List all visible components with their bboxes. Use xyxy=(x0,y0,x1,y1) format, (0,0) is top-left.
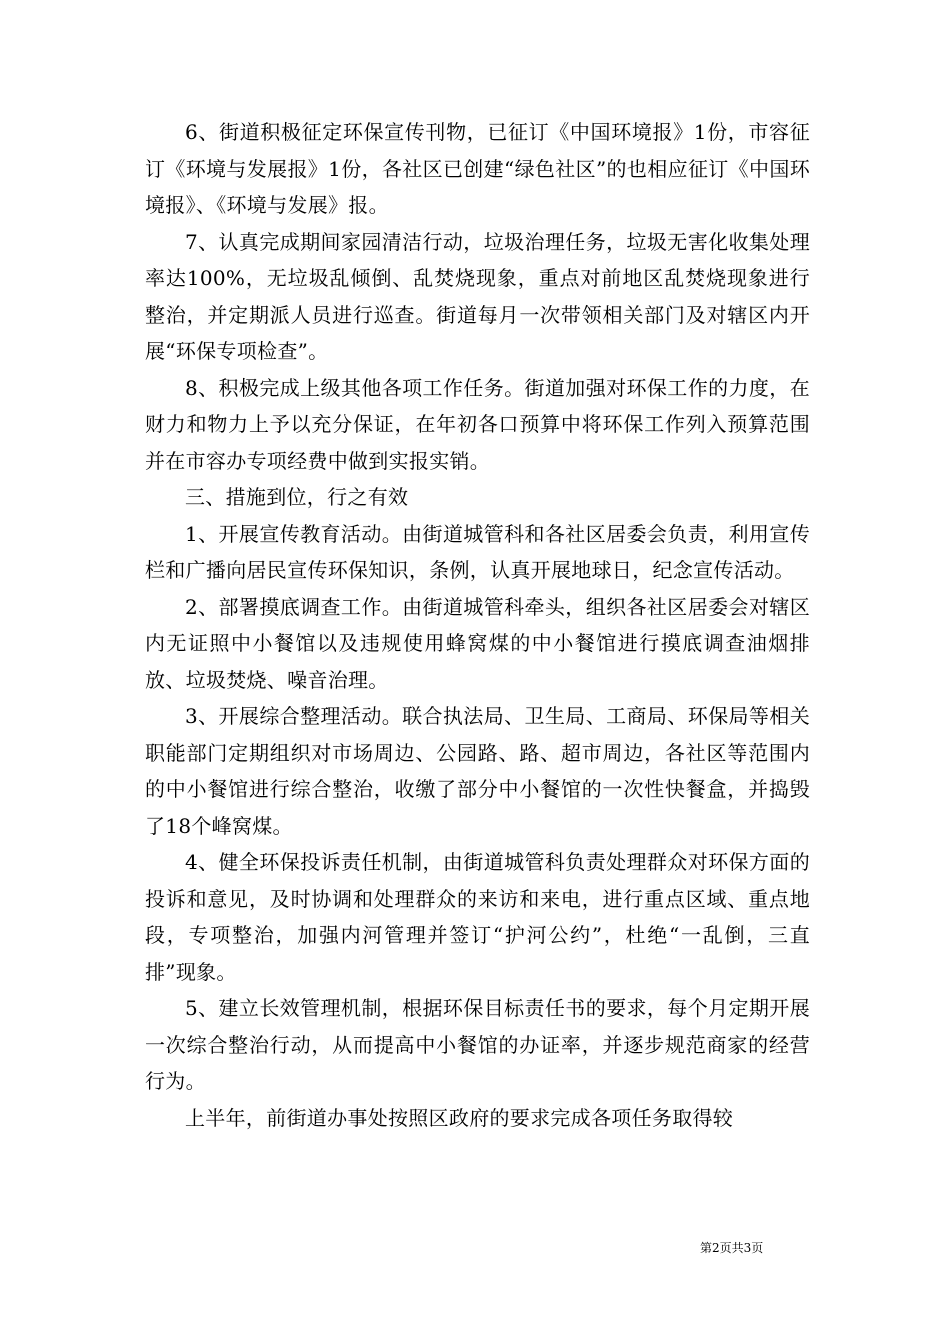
paragraph-item-6: 6、街道积极征定环保宣传刊物，已征订《中国环境报》1份，市容征订《环境与发展报》1份，各社区已创建“绿色社区”的也相应征订《中国环境报》、《环境与发展》报。 xyxy=(145,120,810,217)
paragraph-item-7: 7、认真完成期间家园清洁行动，垃圾治理任务，垃圾无害化收集处理率达100%，无垃圾乱倾倒、乱焚烧现象，重点对前地区乱焚烧现象进行整治，并定期派人员进行巡查。街道每月一次带领相关部门及对辖区内开展“环保专项检查”。 xyxy=(145,229,810,363)
paragraph-measure-2: 2、部署摸底调查工作。由街道城管科牵头，组织各社区居委会对辖区内无证照中小餐馆以及违规使用蜂窝煤的中小餐馆进行摸底调查油烟排放、垃圾焚烧、噪音治理。 xyxy=(145,594,810,692)
paragraph-summary: 上半年，前街道办事处按照区政府的要求完成各项任务取得较 xyxy=(185,1105,734,1130)
paragraph-measure-5: 5、建立长效管理机制，根据环保目标责任书的要求，每个月定期开展一次综合整治行动，从而提高中小餐馆的办证率，并逐步规范商家的经营行为。 xyxy=(145,996,810,1093)
document-body xyxy=(145,114,810,1136)
section-heading-measures: 三、措施到位，行之有效 xyxy=(185,485,409,509)
paragraph-measure-1: 1、开展宣传教育活动。由街道城管科和各社区居委会负责，利用宣传栏和广播向居民宣传环保知识，条例，认真开展地球日，纪念宣传活动。 xyxy=(145,521,810,582)
paragraph-item-8: 8、积极完成上级其他各项工作任务。街道加强对环保工作的力度，在财力和物力上予以充分保证，在年初各口预算中将环保工作列入预算范围并在市容办专项经费中做到实报实销。 xyxy=(145,375,810,473)
page-number-footer: 第2页共3页 xyxy=(700,1241,764,1255)
paragraph-measure-4: 4、健全环保投诉责任机制，由街道城管科负责处理群众对环保方面的投诉和意见，及时协调和处理群众的来访和来电，进行重点区域、重点地段，专项整治，加强内河管理并签订“护河公约”，杜绝“一乱倒，三直排”现象。 xyxy=(145,850,810,984)
paragraph-measure-3: 3、开展综合整理活动。联合执法局、卫生局、工商局、环保局等相关职能部门定期组织对市场周边、公园路、路、超市周边，各社区等范围内的中小餐馆进行综合整治，收缴了部分中小餐馆的一次性快餐盒，并捣毁了18个峰窝煤。 xyxy=(145,704,810,838)
